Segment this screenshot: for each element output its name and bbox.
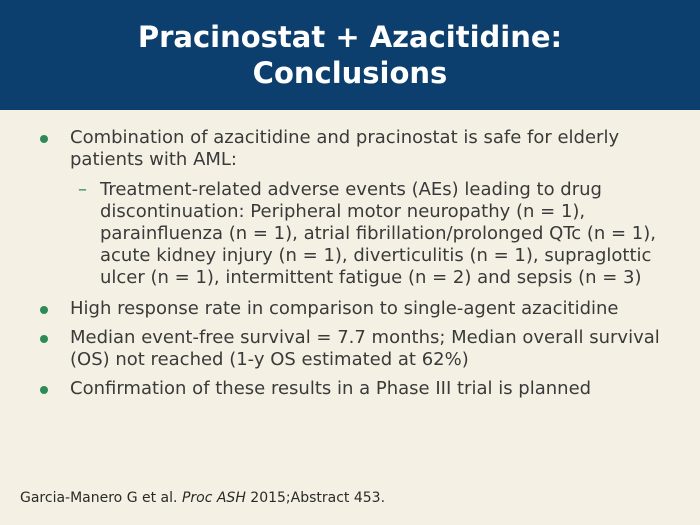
title-banner (0, 0, 700, 110)
bullet-dot-icon (40, 386, 48, 394)
citation-journal: Proc ASH (181, 490, 246, 506)
citation-authors: Garcia-Manero G et al. (20, 490, 178, 506)
sub-bullet-item (38, 179, 668, 289)
dash-icon: – (78, 179, 87, 200)
bullet-text: Combination of azacitidine and pracinostat is safe for elderly patients with AML: (70, 127, 620, 170)
citation-details: 2015;Abstract 453. (250, 490, 386, 506)
bullet-item (38, 327, 668, 371)
bullet-list (38, 127, 668, 407)
bullet-item (38, 127, 668, 171)
bullet-dot-icon (40, 335, 48, 343)
bullet-dot-icon (40, 306, 48, 314)
bullet-dot-icon (40, 135, 48, 143)
bullet-text: Confirmation of these results in a Phase III trial is planned (70, 378, 592, 399)
citation-footnote (20, 489, 385, 507)
bullet-text: High response rate in comparison to single-agent azacitidine (70, 298, 619, 319)
bullet-item (38, 298, 668, 320)
sub-bullet-text: Treatment-related adverse events (AEs) leading to drug discontinuation: Peripheral motor neuropathy (n = 1), parainfluenza (n = 1), atrial fibrillation/prolonged QTc (n = 1), acute kidney injury (n = 1), diverticulitis (n = 1), supraglottic ulcer (n = 1), intermittent fatigue (n = 2) and sepsis (n = 3) (100, 179, 656, 288)
title-line-2: Conclusions (252, 56, 448, 90)
bullet-item (38, 378, 668, 400)
slide-title (138, 19, 562, 91)
title-line-1: Pracinostat + Azacitidine: (137, 20, 563, 54)
bullet-text: Median event-free survival = 7.7 months; Median overall survival (OS) not reached (1-y OS estimated at 62%) (70, 327, 660, 370)
